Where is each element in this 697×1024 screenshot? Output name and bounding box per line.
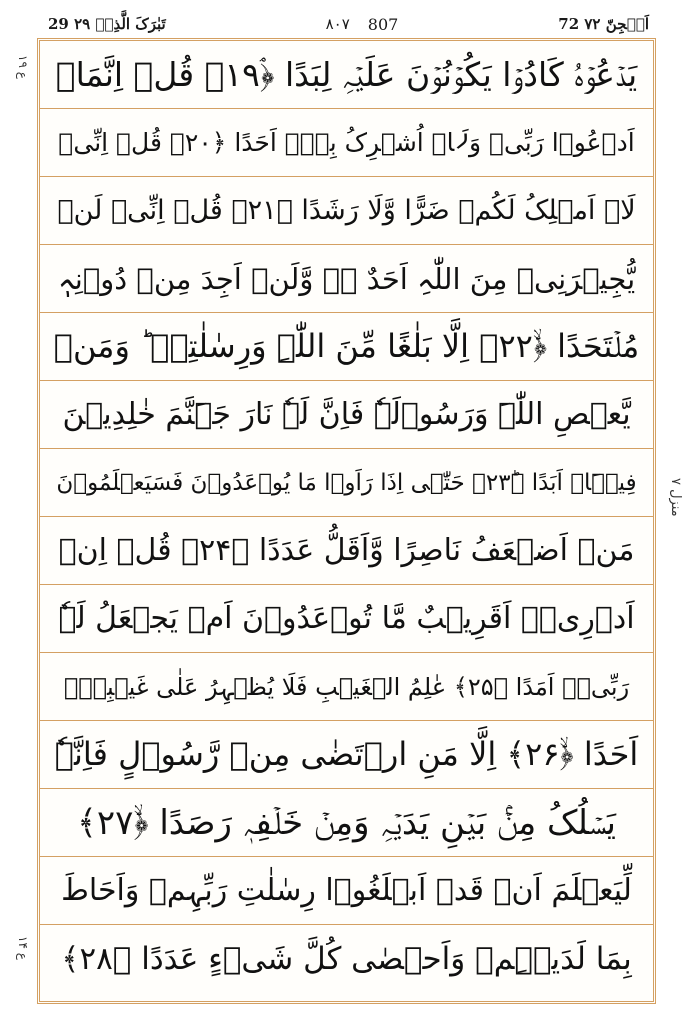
text-line-14: بِمَا لَدَیۡہِمۡ وَاَحۡصٰی کُلَّ شَیۡءٍ عَدَدًا ﴿۲۸﴾	[61, 941, 632, 977]
text-line-7: فِیۡہَاۤ اَبَدًا ﴿ؕ۲۳﴾ حَتّٰۤی اِذَا رَاَوۡا مَا یُوۡعَدُوۡنَ فَسَیَعۡلَمُوۡنَ	[40, 449, 653, 517]
page-header	[48, 12, 649, 36]
text-line-9: اَدۡرِیۡۤ اَقَرِیۡبٌ مَّا تُوۡعَدُوۡنَ اَمۡ یَجۡعَلُ لَہٗ	[40, 585, 653, 653]
text-line-5: مُلۡتَحَدًا ﴿ۙ۲۲﴾ اِلَّا بَلٰغًا مِّنَ اللّٰہِ وَرِسٰلٰتِہٖ ؕ وَمَنۡ	[40, 313, 653, 381]
page-number: 807	[367, 14, 399, 34]
surah-label: 72 اَلۡجِنّ ۷۲	[558, 15, 649, 33]
text-line-13: لِّیَعۡلَمَ اَنۡ قَدۡ اَبۡلَغُوۡا رِسٰلٰتِ رَبِّہِمۡ وَاَحَاطَ	[40, 857, 653, 925]
text-line-12: یَسۡلُکُ مِنۡۢ بَیۡنِ یَدَیۡہِ وَمِنۡ خَلۡفِہٖ رَصَدًا ﴿ۙ۲۷﴾	[40, 789, 653, 857]
text-line-2: اَدۡعُوۡا رَبِّیۡ وَلَاۤ اُشۡرِکُ بِہٖۤ اَحَدًا ﴿۲۰﴾ قُلۡ اِنِّیۡ	[40, 109, 653, 177]
text-line-10: رَبِّیۡۤ اَمَدًا ﴿۲۵﴾ عٰلِمُ الۡغَیۡبِ فَلَا یُظۡہِرُ عَلٰی غَیۡبِہٖۤ	[40, 653, 653, 721]
ruku-marker-bottom: ع ۱۴	[16, 936, 30, 960]
ruku-marker-top: ع ۱۹	[16, 55, 30, 79]
page-number-group	[326, 15, 399, 34]
text-line-1: یَدۡعُوۡہُ کَادُوۡا یَکُوۡنُوۡنَ عَلَیۡہِ لِبَدًا ﴿ۘ۱۹﴾ قُلۡ اِنَّمَاۤ	[40, 41, 653, 109]
text-line-8: مَنۡ اَضۡعَفُ نَاصِرًا وَّاَقَلُّ عَدَدًا ﴿۲۴﴾ قُلۡ اِنۡ	[40, 517, 653, 585]
text-line-11: اَحَدًا ﴿ۙ۲۶﴾ اِلَّا مَنِ ارۡتَضٰی مِنۡ رَّسُوۡلٍ فَاِنَّہٗ	[40, 721, 653, 789]
manzil-marker: منزل ۷	[668, 478, 683, 517]
quran-page-frame	[37, 38, 656, 1004]
juz-label: 29 تَبٰرَکَ الَّذِیۡ ۲۹	[48, 15, 166, 33]
page-number-arabic: ۸۰۷	[325, 15, 350, 33]
text-line-3: لَاۤ اَمۡلِکُ لَکُمۡ ضَرًّا وَّلَا رَشَدًا ﴿۲۱﴾ قُلۡ اِنِّیۡ لَنۡ	[40, 177, 653, 245]
text-line-6: یَّعۡصِ اللّٰہَ وَرَسُوۡلَہٗ فَاِنَّ لَہٗ نَارَ جَہَنَّمَ خٰلِدِیۡنَ	[40, 381, 653, 449]
text-line-4: یُّجِیۡرَنِیۡ مِنَ اللّٰہِ اَحَدٌ ۬ۙ وَّلَنۡ اَجِدَ مِنۡ دُوۡنِہٖ	[40, 245, 653, 313]
